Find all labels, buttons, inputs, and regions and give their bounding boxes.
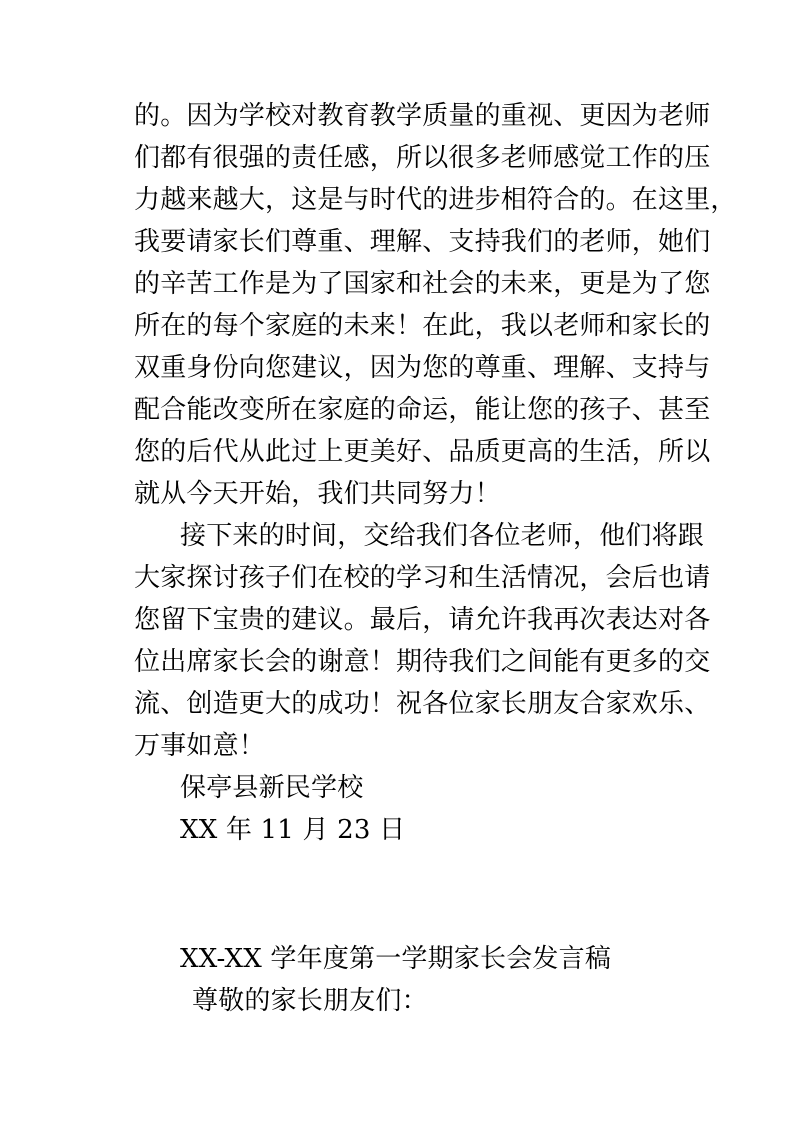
signature-date: XX 年 11 月 23 日 xyxy=(180,815,406,845)
body-line: 您的后代从此过上更美好、品质更高的生活，所以 xyxy=(134,437,711,467)
body-line: 配合能改变所在家庭的命运，能让您的孩子、甚至 xyxy=(134,395,711,425)
body-line: 双重身份向您建议，因为您的尊重、理解、支持与 xyxy=(134,353,711,383)
body-line: 位出席家长会的谢意！期待我们之间能有更多的交 xyxy=(134,647,711,677)
body-line: 万事如意！ xyxy=(134,731,266,761)
body-line: 所在的每个家庭的未来！在此，我以老师和家长的 xyxy=(134,311,711,341)
signature-school: 保亭县新民学校 xyxy=(180,773,364,803)
body-line: 的。因为学校对教育教学质量的重视、更因为老师 xyxy=(134,101,711,131)
section-title: XX-XX 学年度第一学期家长会发言稿 xyxy=(180,944,612,974)
body-line: 的辛苦工作是为了国家和社会的未来，更是为了您 xyxy=(134,269,711,299)
body-line: 接下来的时间，交给我们各位老师，他们将跟 xyxy=(180,521,705,551)
body-line: 我要请家长们尊重、理解、支持我们的老师，她们 xyxy=(134,227,711,257)
body-line: 大家探讨孩子们在校的学习和生活情况，会后也请 xyxy=(134,563,711,593)
salutation: 尊敬的家长朋友们： xyxy=(192,986,428,1016)
body-line: 力越来越大，这是与时代的进步相符合的。在这里， xyxy=(134,185,737,215)
body-line: 就从今天开始，我们共同努力！ xyxy=(134,479,501,509)
body-line: 您留下宝贵的建议。最后，请允许我再次表达对各 xyxy=(134,605,711,635)
body-line: 们都有很强的责任感，所以很多老师感觉工作的压 xyxy=(134,143,711,173)
body-line: 流、创造更大的成功！祝各位家长朋友合家欢乐、 xyxy=(134,689,711,719)
